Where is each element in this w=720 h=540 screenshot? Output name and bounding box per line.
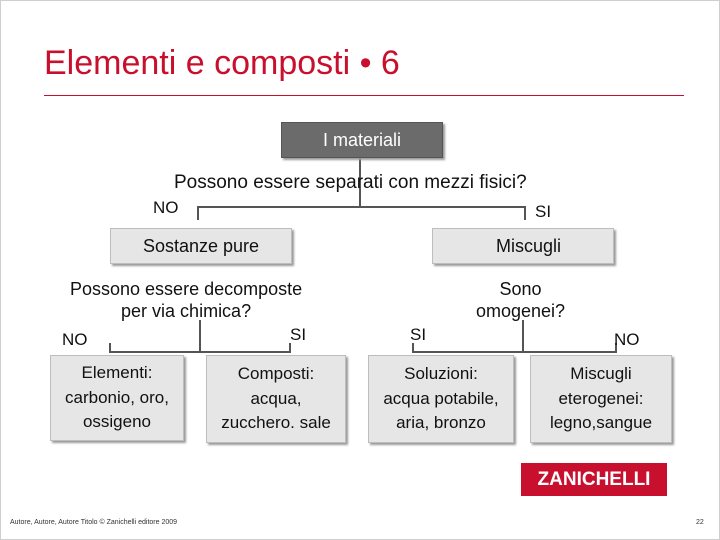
question-decomposte-line-2: per via chimica? <box>121 300 252 321</box>
zanichelli-logo <box>521 463 667 496</box>
question-separabili: Possono essere separati con mezzi fisici? <box>174 172 527 193</box>
question-omogenei-line-2: omogenei? <box>476 300 566 321</box>
question-omogenei-line-1: Sono <box>499 279 542 299</box>
box-elementi-line-3: ossigeno <box>82 412 152 432</box>
box-sostanze-pure <box>110 228 292 264</box>
question-decomposte <box>70 279 302 322</box>
question-omogenei <box>476 279 565 322</box>
label-si-3: SI <box>410 325 427 344</box>
box-composti-line-3: zucchero. sale <box>221 413 331 433</box>
label-no-1: NO <box>153 198 179 217</box>
top-box-label: I materiali <box>322 129 402 150</box>
question-decomposte-line-1: Possono essere decomposte <box>70 279 303 299</box>
box-miscugli-label: Miscugli <box>495 235 561 256</box>
box-elementi <box>50 355 184 441</box>
label-si-1: SI <box>535 202 552 221</box>
box-composti <box>206 355 346 443</box>
footer-credit: Autore, Autore, Autore Titolo © Zanichelli editore 2009 <box>10 519 178 526</box>
box-soluzioni-line-3: aria, bronzo <box>396 413 486 433</box>
zanichelli-logo-text: ZANICHELLI <box>537 468 651 490</box>
slide-title: Elementi e composti • 6 <box>44 44 400 82</box>
label-no-2: NO <box>62 330 88 349</box>
box-miscugli-eterogenei <box>530 355 672 443</box>
top-box-materiali <box>281 122 443 158</box>
box-sostanze-pure-label: Sostanze pure <box>142 235 260 256</box>
connector-branch-1 <box>198 207 525 220</box>
page-number: 22 <box>696 519 704 526</box>
box-elementi-line-1: Elementi: <box>81 363 153 383</box>
connector-branch-3 <box>413 343 616 352</box>
box-miscugli <box>432 228 614 264</box>
box-soluzioni <box>368 355 514 443</box>
label-no-3: NO <box>614 330 640 349</box>
box-elementi-line-2: carbonio, oro, <box>65 387 169 407</box>
box-soluzioni-line-2: acqua potabile, <box>383 388 499 408</box>
box-miscugli-eterogenei-line-3: legno,sangue <box>549 413 653 433</box>
box-miscugli-eterogenei-line-2: eterogenei: <box>558 388 644 408</box>
label-si-2: SI <box>290 325 307 344</box>
box-composti-line-1: Composti: <box>237 364 315 384</box>
box-miscugli-eterogenei-line-1: Miscugli <box>570 364 632 384</box>
box-composti-line-2: acqua, <box>250 388 302 408</box>
box-soluzioni-line-1: Soluzioni: <box>404 364 478 384</box>
